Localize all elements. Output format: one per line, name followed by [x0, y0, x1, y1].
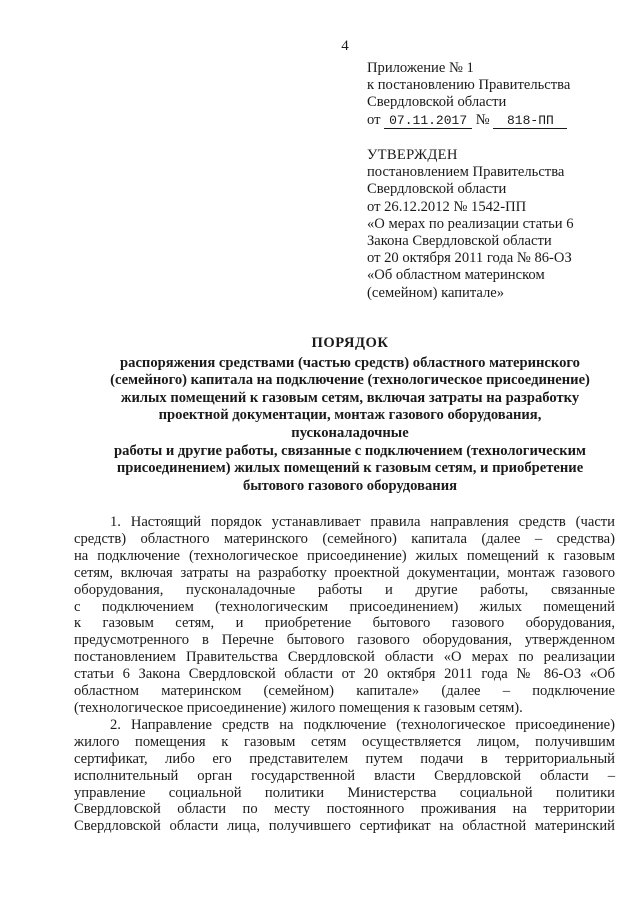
approved-line: Закона Свердловской области — [367, 233, 552, 250]
document-body — [74, 514, 615, 835]
body-line: к газовым сетям, и приобретение бытового газового оборудования, — [74, 615, 615, 632]
body-line: областном материнском (семейном) капитале» (далее – подключение — [74, 683, 615, 700]
title-line: работы и другие работы, связанные с подключением (технологическим — [114, 442, 586, 459]
title-line: жилых помещений к газовым сетям, включая затраты на разработку — [120, 389, 580, 406]
title-heading: ПОРЯДОК — [311, 335, 389, 351]
approved-line: Свердловской области — [367, 181, 507, 198]
annex-line-2: к постановлению Правительства — [367, 77, 571, 94]
annex-date-line — [367, 112, 570, 129]
annex-line-1: Приложение № 1 — [367, 60, 474, 76]
approved-block — [367, 147, 574, 302]
body-line: исполнительный орган государственной власти Свердловской области – — [74, 767, 615, 784]
approved-line: (семейном) капитале» — [367, 284, 505, 301]
body-line: предусмотренного в Перечне бытового газового оборудования, утвержденном — [74, 632, 615, 649]
annex-line-3: Свердловской области — [367, 94, 507, 111]
body-line: 1. Настоящий порядок устанавливает правила направления средств (части — [110, 514, 615, 530]
approved-line: постановлением Правительства — [367, 164, 565, 181]
approved-line: «Об областном материнском — [367, 267, 545, 284]
approved-line: от 26.12.2012 № 1542-ПП — [367, 198, 527, 215]
title-line: (семейного) капитала на подключение (технологическое присоединение) — [110, 372, 590, 389]
body-line: на подключение (технологическое присоединение) жилых помещений к газовым — [74, 547, 615, 564]
body-line: сетям, включая затраты на разработку проектной документации, монтаж газового — [74, 564, 615, 581]
body-line: средств) областного материнского (семейного) капитала (далее – средства) — [74, 530, 615, 547]
body-line: (технологическое присоединение) жилого помещения к газовым сетям). — [74, 699, 523, 716]
approved-line: «О мерах по реализации статьи 6 — [367, 215, 574, 232]
title-line: распоряжения средствами (частью средств) областного материнского — [120, 354, 580, 371]
title-line: бытового газового оборудования — [242, 477, 458, 494]
annex-date-value: 07.11.2017 — [384, 114, 472, 129]
body-line: статьи 6 Закона Свердловской области от 20 октября 2011 года № 86-ОЗ «Об — [74, 666, 615, 683]
annex-block — [367, 60, 570, 129]
body-line: жилого помещения к газовым сетям осуществляется лицом, получившим — [74, 733, 615, 750]
annex-date-prefix: от — [367, 111, 381, 128]
body-line: сертификат, либо его представителем путем подачи в территориальный — [74, 750, 615, 767]
document-title — [100, 335, 600, 495]
body-line: Свердловской области лица, получившего сертификат на областной материнский — [74, 818, 615, 835]
annex-number-prefix: № — [475, 111, 490, 128]
page-number: 4 — [341, 38, 349, 54]
body-line: 2. Направление средств на подключение (технологическое присоединение) — [110, 716, 615, 733]
body-line: постановлением Правительства Свердловской области «О мерах по реализации — [74, 649, 615, 666]
title-line: проектной документации, монтаж газового оборудования, пусконаладочные — [158, 407, 542, 441]
body-line: оборудования, пусконаладочные работы и другие работы, связанные — [74, 581, 615, 598]
annex-number-value: 818-ПП — [493, 114, 567, 129]
approved-heading: УТВЕРЖДЕН — [367, 147, 458, 163]
body-line: с подключением (технологическим присоединением) жилых помещений — [74, 598, 615, 615]
body-line: управление социальной политики Министерства социальной политики — [74, 784, 615, 801]
title-line: присоединением) жилых помещений к газовым сетям, и приобретение — [116, 460, 584, 477]
approved-line: от 20 октября 2011 года № 86-ОЗ — [367, 250, 572, 267]
body-line: Свердловской области по месту постоянного проживания на территории — [74, 801, 615, 818]
